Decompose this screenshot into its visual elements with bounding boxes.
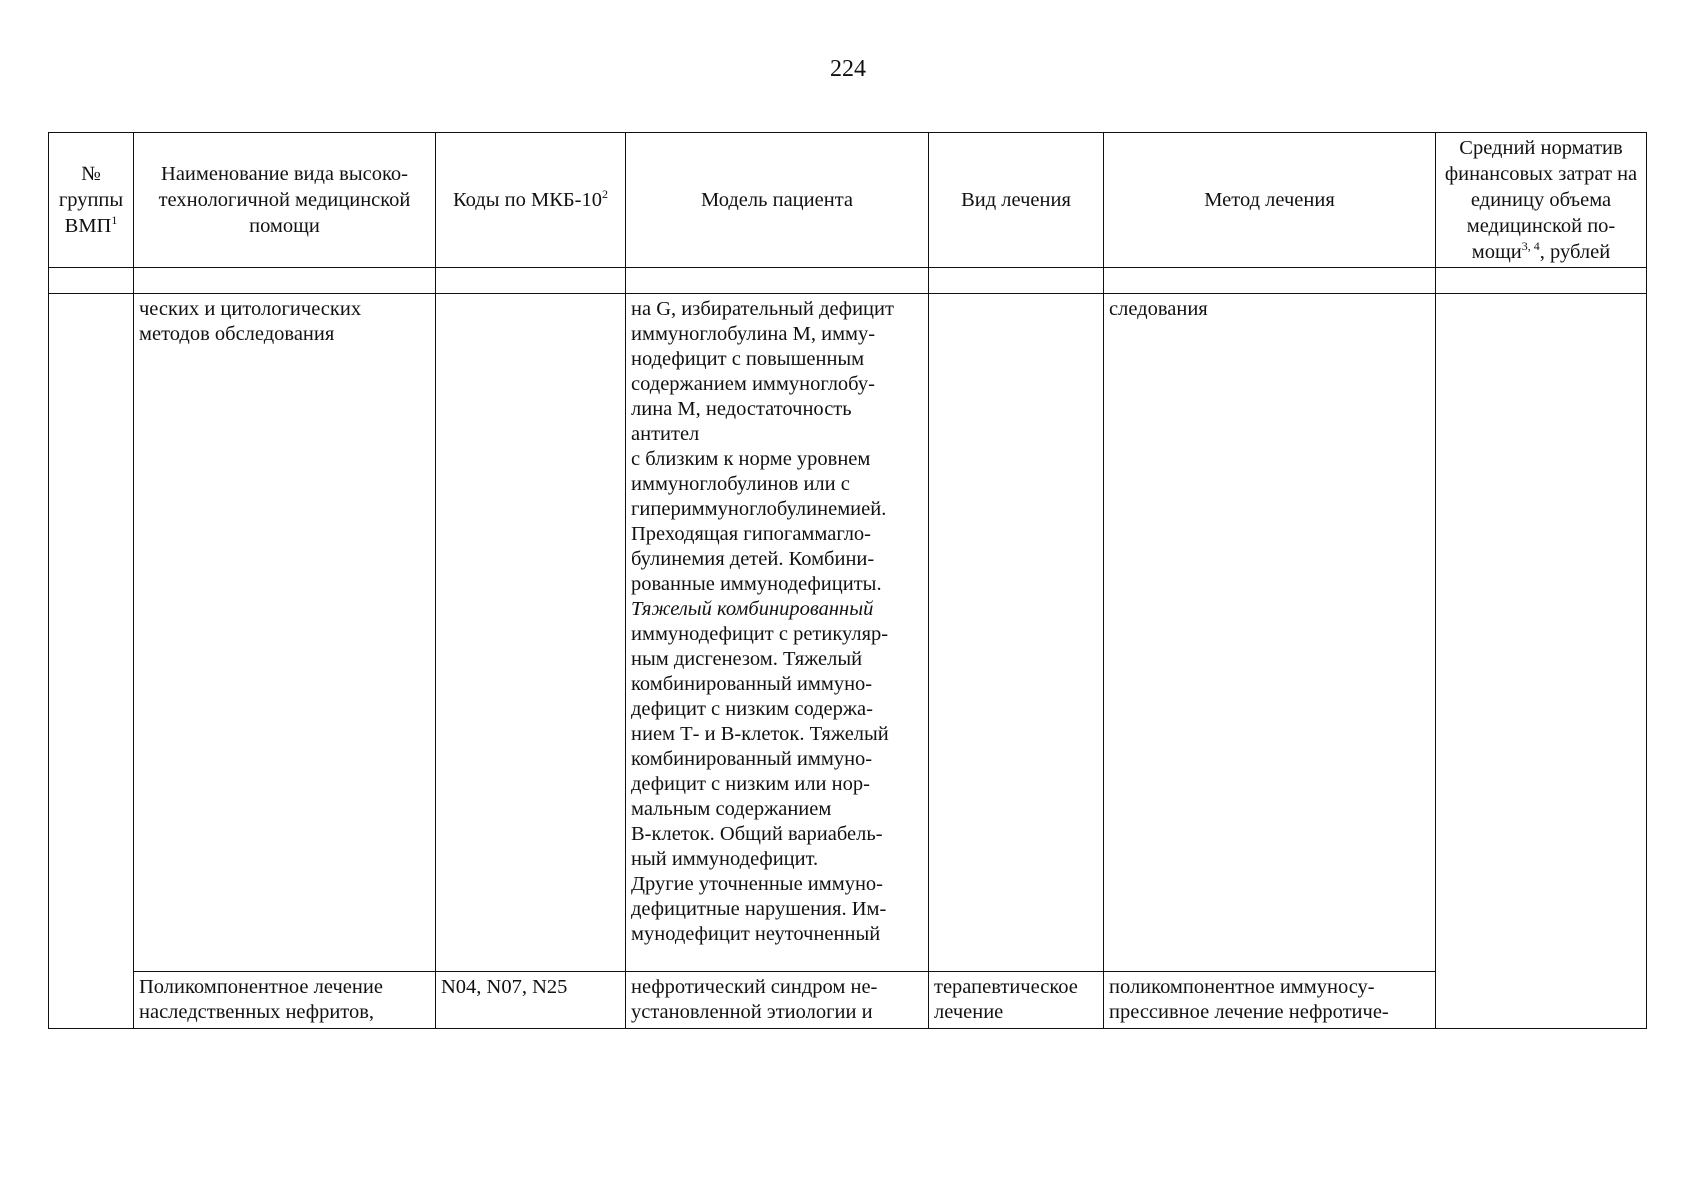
table-header-row [49,133,1647,268]
header-treatment-method: Метод лечения [1104,133,1436,268]
table-row [49,294,1647,972]
page-number: 224 [830,56,866,82]
table-spacer-row [49,268,1647,294]
vmp-table [48,132,1647,1029]
cell-codes: N04, N07, N25 [436,972,626,1029]
cell-group [49,972,134,1029]
cell-patient-model: нефротический синдром не-установленной этиологии и [626,972,929,1029]
cell-cost [1436,972,1647,1029]
cell-codes [436,294,626,972]
header-icd-codes: Коды по МКБ-$10^2$ [436,133,626,268]
cell-treatment-type: терапевтическое лечение [929,972,1104,1029]
header-group-number: № группы ВМП$^1$ [49,133,134,268]
header-patient-model: Модель пациента [626,133,929,268]
cell-treatment-type [929,294,1104,972]
cell-treatment-method: поликомпонентное иммуносу-прессивное лечение нефротиче- [1104,972,1436,1029]
cell-care-type: Поликомпонентное лечение наследственных нефритов, [134,972,436,1029]
cell-cost [1436,294,1647,972]
cell-group [49,294,134,972]
table-row [49,972,1647,1029]
cell-treatment-method: следования [1104,294,1436,972]
cell-patient-model: на G, избирательный дефицит иммуноглобулина М, имму- нодефицит с повышенным содержанием иммуноглобу- лина М, недостаточность антител с близким к норме уровнем иммуноглобулинов или с гипериммуноглобулинемией. Преходящая гипогаммагло- булинемия детей. Комбини- рованные иммунодефициты. Тяжелый комбинированный иммунодефицит с ретикуляр- ным дисгенезом. Тяжелый комбинированный иммуно- дефицит с низким содержа- нием Т- и В-клеток. Тяжелый комбинированный иммуно- дефицит с низким или нор- мальным содержанием В-клеток. Общий вариабель- ный иммунодефицит. Другие уточненные иммуно- дефицитные нарушения. Им- мунодефицит неуточненный [626,294,929,972]
header-cost-standard: Средний норматив финансовых затрат на единицу объема медицинской по-мощи$^{3, 4}$, рублей [1436,133,1647,268]
cell-care-type: ческих и цитологических методов обследования [134,294,436,972]
header-treatment-type: Вид лечения [929,133,1104,268]
header-care-type: Наименование вида высоко-технологичной медицинской помощи [134,133,436,268]
